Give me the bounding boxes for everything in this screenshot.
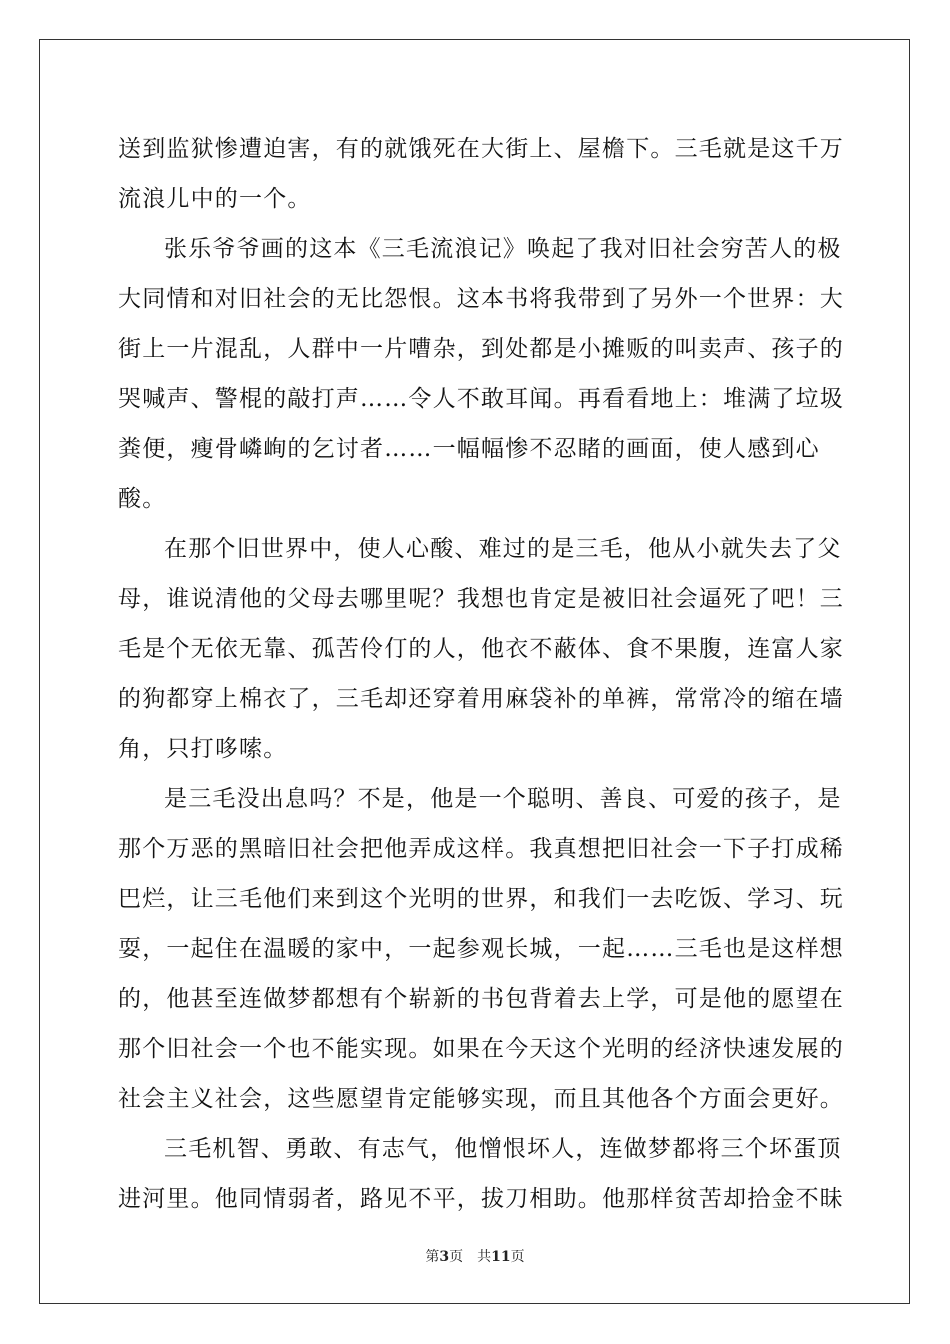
page-prefix: 第 [425,1249,440,1265]
paragraph-5: 三毛机智、勇敢、有志气，他憎恨坏人，连做梦都将三个坏蛋顶进河里。他同情弱者，路见不平，拔刀相助。他那样贫苦却拾金不昧 [118,1136,844,1212]
paragraph-4: 是三毛没出息吗？不是，他是一个聪明、善良、可爱的孩子，是那个万恶的黑暗旧社会把他弄成这样。我真想把旧社会一下子打成稀巴烂，让三毛他们来到这个光明的世界，和我们一去吃饭、学习、玩耍，一起住在温暖的家中，一起参观长城，一起……三毛也是这样想的，他甚至连做梦都想有个崭新的书包背着去上学，可是他的愿望在那个旧社会一个也不能实现。如果在今天这个光明的经济快速发展的社会主义社会，这些愿望肯定能够实现，而且其他各个方面会更好。 [118,786,844,1112]
page-suffix: 页 [449,1249,464,1265]
document-body [118,124,848,1224]
total-suffix: 页 [510,1249,525,1265]
total-pages: 11 [491,1249,511,1265]
paragraph-3: 在那个旧世界中，使人心酸、难过的是三毛，他从小就失去了父母，谁说清他的父母去哪里呢？我想也肯定是被旧社会逼死了吧！三毛是个无依无靠、孤苦伶仃的人，他衣不蔽体、食不果腹，连富人家的狗都穿上棉衣了，三毛却还穿着用麻袋补的单裤，常常冷的缩在墙角，只打哆嗦。 [118,536,844,762]
page-number: 3 [439,1249,450,1265]
page-footer [0,1247,950,1267]
paragraph-2: 张乐爷爷画的这本《三毛流浪记》唤起了我对旧社会穷苦人的极大同情和对旧社会的无比怨恨。这本书将我带到了另外一个世界：大街上一片混乱，人群中一片嘈杂，到处都是小摊贩的叫卖声、孩子的哭喊声、警棍的敲打声……令人不敢耳闻。再看看地上：堆满了垃圾粪便，瘦骨嶙峋的乞讨者……一幅幅惨不忍睹的画面，使人感到心酸。 [118,236,844,512]
paragraph-1: 送到监狱惨遭迫害，有的就饿死在大街上、屋檐下。三毛就是这千万流浪儿中的一个。 [118,136,844,212]
total-prefix: 共 [477,1249,492,1265]
